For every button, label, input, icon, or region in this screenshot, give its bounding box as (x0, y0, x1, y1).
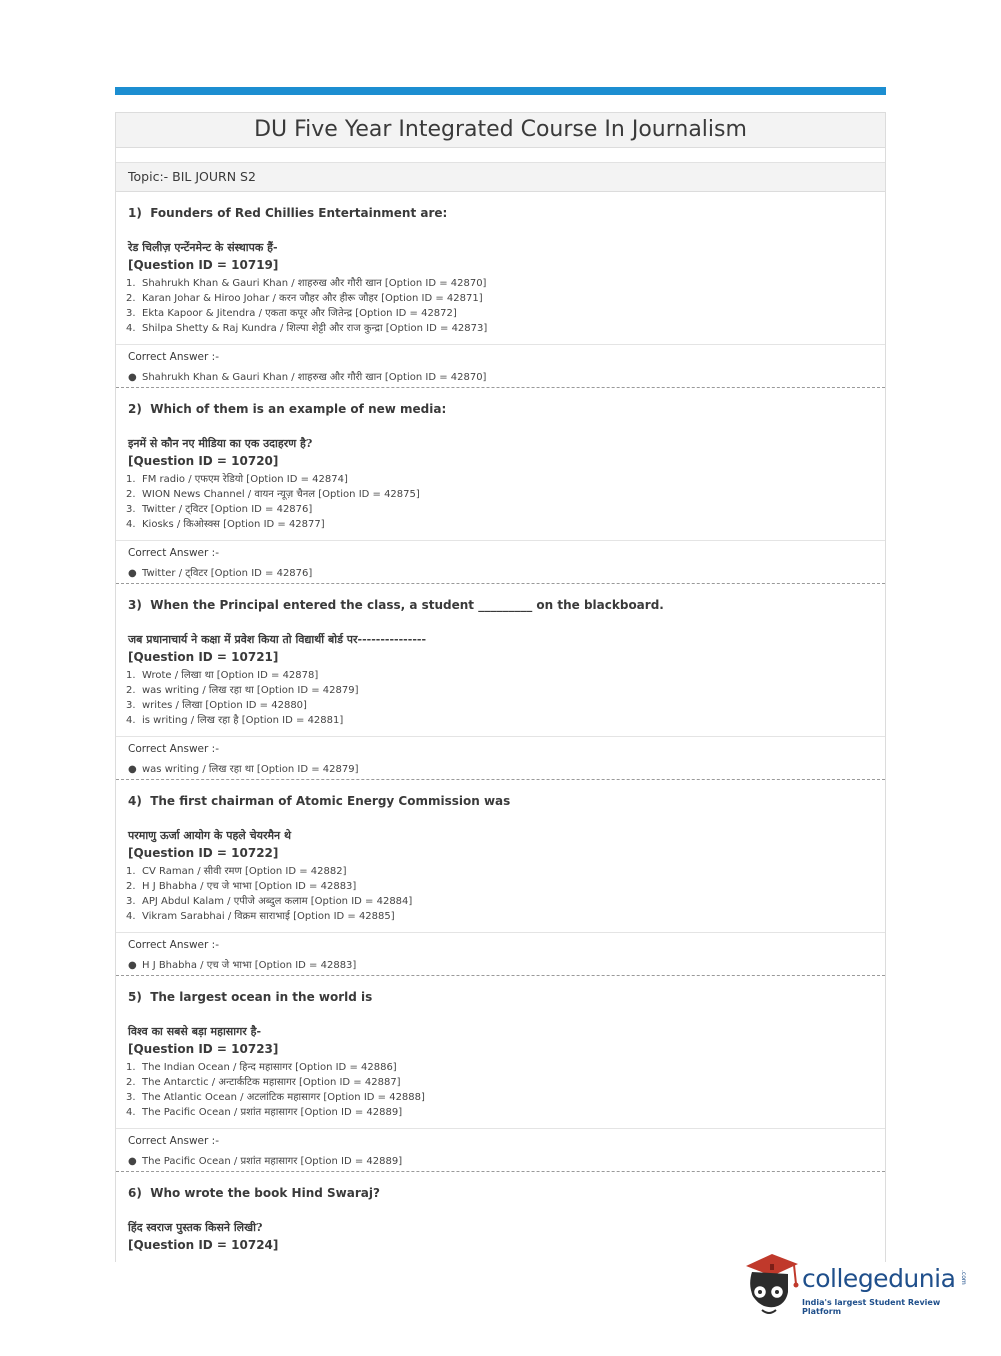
option-text: The Pacific Ocean / प्रशांत महासागर [Option ID = 42889] (142, 1107, 403, 1118)
option-number: 3. (126, 308, 136, 319)
correct-answer-value (128, 761, 358, 775)
option-text: The Atlantic Ocean / अटलांटिक महासागर [Option ID = 42888] (142, 1092, 425, 1103)
question-id: [Question ID = 10723] (128, 1042, 279, 1056)
question-number: 3) (128, 598, 142, 612)
option-item (126, 713, 358, 728)
option-number: 3. (126, 700, 136, 711)
topic-label: Topic:- BIL JOURN S2 (116, 163, 885, 192)
option-text: FM radio / एफएम रेडियो [Option ID = 42874] (142, 474, 348, 485)
option-text: Shilpa Shetty & Raj Kundra / शिल्पा शेट्टी और राज कुन्द्रा [Option ID = 42873] (142, 323, 488, 334)
option-text: Twitter / ट्विटर [Option ID = 42876] (142, 504, 313, 515)
question-block-3 (116, 584, 885, 780)
options-list (126, 1060, 425, 1120)
option-text: CV Raman / सीवी रमण [Option ID = 42882] (142, 866, 347, 877)
option-item (126, 276, 487, 291)
correct-answer-value (128, 369, 486, 383)
question-block-5 (116, 976, 885, 1172)
option-text: was writing / लिख रहा था [Option ID = 42879] (142, 685, 359, 696)
correct-answer-label: Correct Answer :- (128, 743, 219, 755)
question-block-2 (116, 388, 885, 584)
option-text: The Antarctic / अन्टार्कटिक महासागर [Option ID = 42887] (142, 1077, 401, 1088)
option-item (126, 864, 412, 879)
option-number: 1. (126, 474, 136, 485)
option-text: Vikram Sarabhai / विक्रम साराभाई [Option ID = 42885] (142, 911, 395, 922)
correct-answer-box (116, 1128, 885, 1172)
option-text: is writing / लिख रहा है [Option ID = 42881] (142, 715, 344, 726)
question-number: 4) (128, 794, 142, 808)
collegedunia-logo (742, 1250, 972, 1320)
option-number: 4. (126, 911, 136, 922)
option-number: 2. (126, 1077, 136, 1088)
option-number: 4. (126, 519, 136, 530)
correct-answer-text: H J Bhabha / एच जे भाभा [Option ID = 42883] (142, 960, 357, 971)
correct-answer-text: Twitter / ट्विटर [Option ID = 42876] (142, 568, 313, 579)
option-text: Wrote / लिखा था [Option ID = 42878] (142, 670, 319, 681)
paper-title: DU Five Year Integrated Course In Journalism (116, 112, 885, 148)
question-text: Founders of Red Chillies Entertainment are: (150, 206, 448, 220)
bullet-icon: ● (128, 568, 137, 579)
option-item (126, 502, 420, 517)
option-number: 2. (126, 489, 136, 500)
options-list (126, 472, 420, 532)
option-text: writes / लिखा [Option ID = 42880] (142, 700, 307, 711)
correct-answer-box (116, 736, 885, 780)
option-text: H J Bhabha / एच जे भाभा [Option ID = 42883] (142, 881, 357, 892)
correct-answer-box (116, 540, 885, 584)
option-item (126, 487, 420, 502)
question-title (128, 990, 372, 1004)
correct-answer-value (128, 957, 356, 971)
question-id: [Question ID = 10722] (128, 846, 279, 860)
option-number: 1. (126, 670, 136, 681)
option-number: 4. (126, 323, 136, 334)
question-number: 6) (128, 1186, 142, 1200)
options-list (126, 668, 358, 728)
question-id: [Question ID = 10720] (128, 454, 279, 468)
correct-answer-text: was writing / लिख रहा था [Option ID = 42879] (142, 764, 359, 775)
option-item (126, 909, 412, 924)
option-item (126, 291, 487, 306)
option-item (126, 894, 412, 909)
option-number: 3. (126, 1092, 136, 1103)
option-text: APJ Abdul Kalam / एपीजे अब्दुल कलाम [Option ID = 42884] (142, 896, 413, 907)
question-text: When the Principal entered the class, a student _________ on the blackboard. (150, 598, 664, 612)
question-text: The first chairman of Atomic Energy Commission was (150, 794, 511, 808)
option-number: 4. (126, 1107, 136, 1118)
question-id: [Question ID = 10719] (128, 258, 279, 272)
option-number: 2. (126, 685, 136, 696)
question-block-6 (116, 1172, 885, 1262)
logo-domain: .com (960, 1270, 967, 1285)
correct-answer-box (116, 344, 885, 388)
correct-answer-text: The Pacific Ocean / प्रशांत महासागर [Option ID = 42889] (142, 1156, 403, 1167)
option-number: 1. (126, 1062, 136, 1073)
bullet-icon: ● (128, 960, 137, 971)
option-item (126, 1105, 425, 1120)
option-item (126, 1090, 425, 1105)
question-title (128, 794, 510, 808)
question-block-4 (116, 780, 885, 976)
question-title (128, 402, 446, 416)
option-text: Ekta Kapoor & Jitendra / एकता कपूर और जितेन्द्र [Option ID = 42872] (142, 308, 457, 319)
options-list (126, 276, 487, 336)
question-hindi-text: विश्व का सबसे बड़ा महासागर है- (128, 1025, 262, 1038)
option-item (126, 879, 412, 894)
top-accent-rule (115, 87, 886, 95)
option-number: 2. (126, 881, 136, 892)
question-text: The largest ocean in the world is (150, 990, 373, 1004)
question-hindi-text: इनमें से कौन नए मीडिया का एक उदाहरण है? (128, 437, 313, 450)
correct-answer-label: Correct Answer :- (128, 351, 219, 363)
option-number: 1. (126, 866, 136, 877)
option-text: Karan Johar & Hiroo Johar / करन जौहर और हीरू जौहर [Option ID = 42871] (142, 293, 483, 304)
option-number: 1. (126, 278, 136, 289)
correct-answer-text: Shahrukh Khan & Gauri Khan / शाहरुख और गौरी खान [Option ID = 42870] (142, 372, 487, 383)
question-number: 1) (128, 206, 142, 220)
option-item (126, 472, 420, 487)
correct-answer-label: Correct Answer :- (128, 939, 219, 951)
bullet-icon: ● (128, 1156, 137, 1167)
option-number: 3. (126, 504, 136, 515)
option-text: Shahrukh Khan & Gauri Khan / शाहरुख और गौरी खान [Option ID = 42870] (142, 278, 487, 289)
logo-wordmark: collegedunia (802, 1264, 956, 1293)
correct-answer-label: Correct Answer :- (128, 547, 219, 559)
question-title (128, 206, 447, 220)
correct-answer-box (116, 932, 885, 976)
spacer-row (116, 148, 885, 163)
question-title (128, 598, 664, 612)
option-text: The Indian Ocean / हिन्द महासागर [Option ID = 42886] (142, 1062, 397, 1073)
question-title (128, 1186, 380, 1200)
correct-answer-value (128, 1153, 402, 1167)
option-number: 2. (126, 293, 136, 304)
question-id: [Question ID = 10721] (128, 650, 279, 664)
question-number: 5) (128, 990, 142, 1004)
question-paper-frame (115, 112, 886, 1262)
question-text: Which of them is an example of new media: (150, 402, 447, 416)
correct-answer-value (128, 565, 312, 579)
option-item (126, 698, 358, 713)
options-list (126, 864, 412, 924)
correct-answer-label: Correct Answer :- (128, 1135, 219, 1147)
question-hindi-text: हिंद स्वराज पुस्तक किसने लिखी? (128, 1221, 263, 1234)
question-number: 2) (128, 402, 142, 416)
question-hindi-text: जब प्रधानाचार्य ने कक्षा में प्रवेश किया तो विद्यार्थी बोर्ड पर--------------- (128, 633, 427, 646)
option-number: 3. (126, 896, 136, 907)
option-item (126, 668, 358, 683)
option-item (126, 306, 487, 321)
option-item (126, 321, 487, 336)
option-text: WION News Channel / वायन न्यूज़ चैनल [Option ID = 42875] (142, 489, 420, 500)
logo-tagline: India's largest Student Review Platform (802, 1298, 941, 1316)
question-text: Who wrote the book Hind Swaraj? (150, 1186, 380, 1200)
option-text: Kiosks / किओस्क्स [Option ID = 42877] (142, 519, 325, 530)
option-item (126, 1075, 425, 1090)
question-block-1 (116, 192, 885, 388)
option-item (126, 517, 420, 532)
question-hindi-text: परमाणु ऊर्जा आयोग के पहले चेयरमैन थे (128, 829, 291, 842)
option-item (126, 683, 358, 698)
bullet-icon: ● (128, 764, 137, 775)
bullet-icon: ● (128, 372, 137, 383)
question-hindi-text: रेड चिलीज़ एन्टेंनमेन्ट के संस्थापक हैं- (128, 241, 278, 254)
option-number: 4. (126, 715, 136, 726)
question-id: [Question ID = 10724] (128, 1238, 279, 1252)
student-mascot-icon (742, 1250, 802, 1320)
option-item (126, 1060, 425, 1075)
